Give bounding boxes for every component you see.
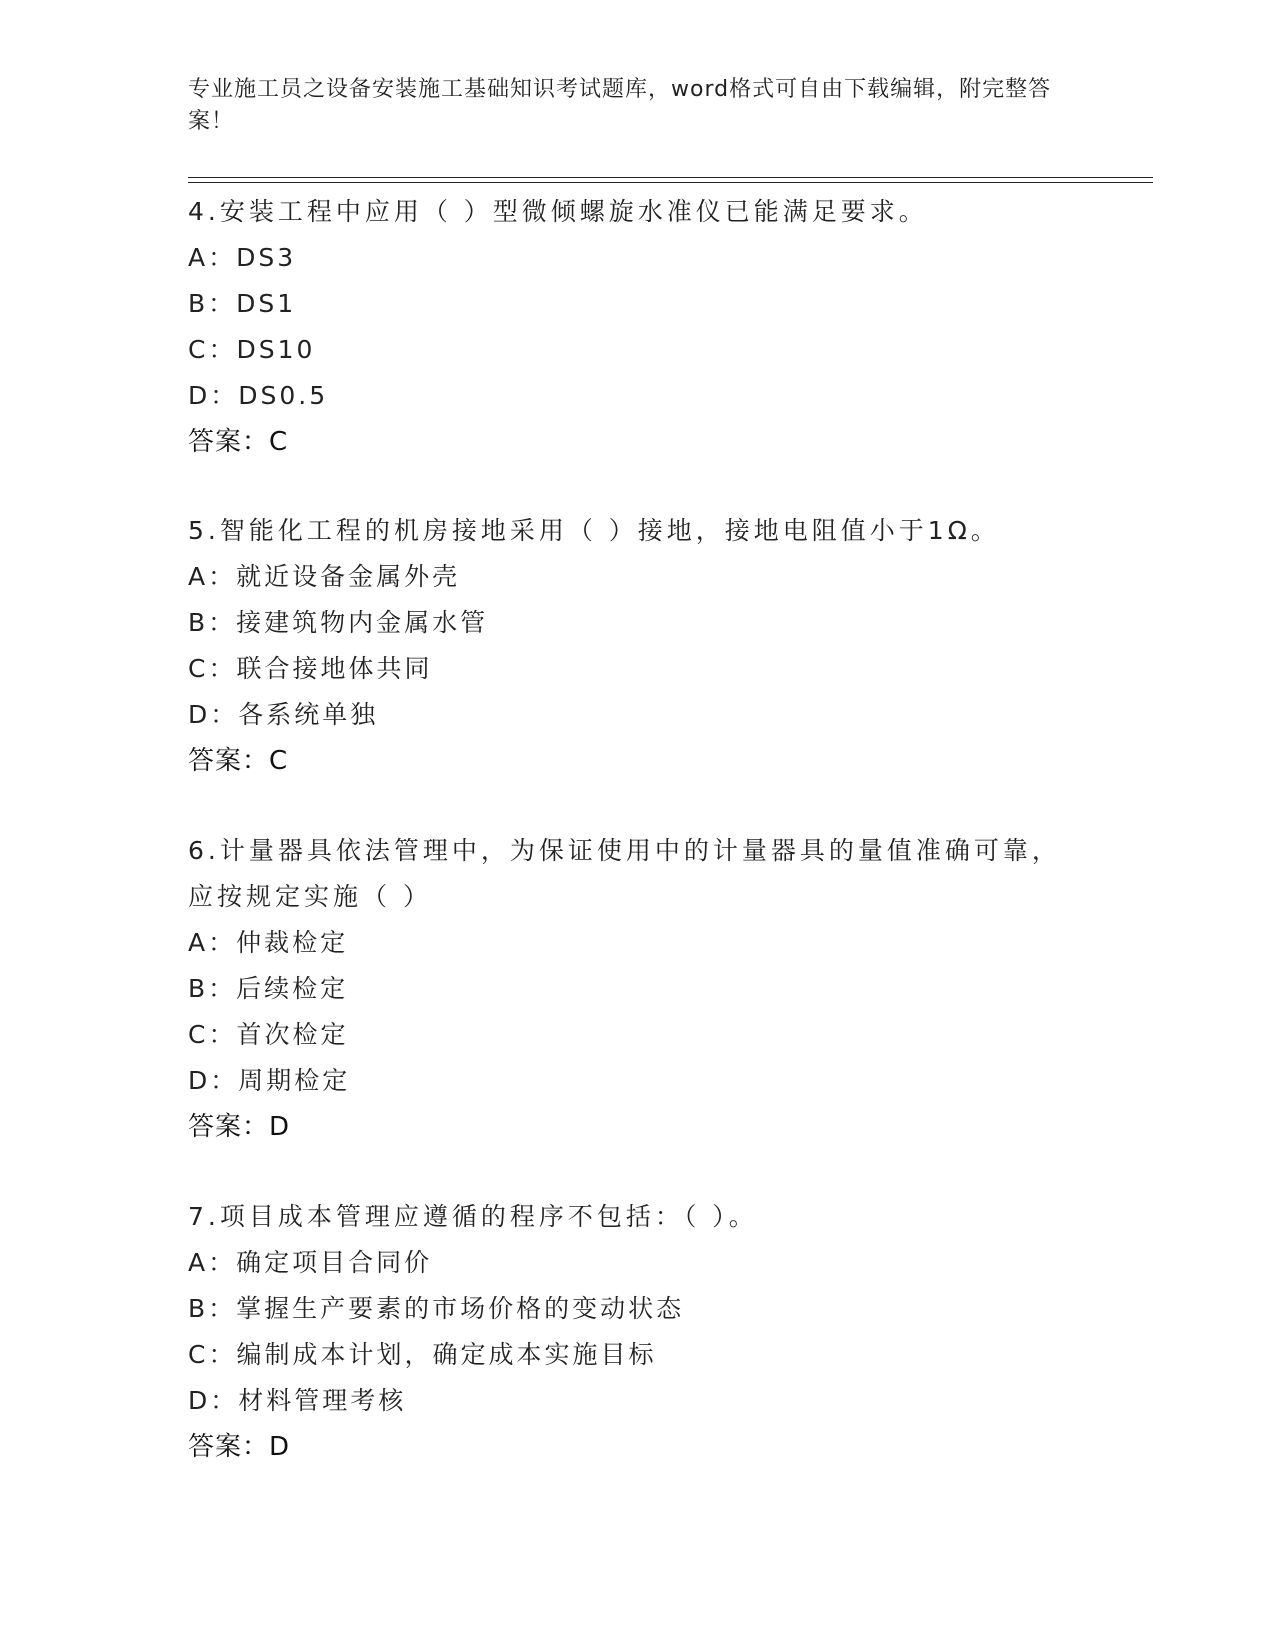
option-d: D：各系统单独	[188, 700, 379, 729]
option-a: A：就近设备金属外壳	[188, 562, 461, 591]
question-stem: 6.计量器具依法管理中，为保证使用中的计量器具的量值准确可靠，应按规定实施（ ）	[188, 836, 1061, 911]
option-a: A：DS3	[188, 243, 297, 272]
option-b: B：接建筑物内金属水管	[188, 608, 489, 637]
option-c: C：编制成本计划，确定成本实施目标	[188, 1340, 657, 1369]
option-d: D：DS0.5	[188, 381, 329, 410]
header-divider-bottom	[188, 182, 1153, 183]
option-b: B：DS1	[188, 289, 297, 318]
option-c: C：联合接地体共同	[188, 654, 433, 683]
option-a: A：确定项目合同价	[188, 1248, 433, 1277]
question-4	[188, 189, 1088, 465]
question-stem: 7.项目成本管理应遵循的程序不包括：（ ）。	[188, 1202, 758, 1231]
option-b: B：后续检定	[188, 974, 349, 1003]
option-c: C：DS10	[188, 335, 316, 364]
answer: 答案：D	[188, 1432, 291, 1462]
option-b: B：掌握生产要素的市场价格的变动状态	[188, 1294, 685, 1323]
document-intro: 专业施工员之设备安装施工基础知识考试题库，word格式可自由下载编辑，附完整答案！	[188, 77, 1052, 134]
option-d: D：周期检定	[188, 1066, 351, 1095]
option-d: D：材料管理考核	[188, 1386, 407, 1415]
question-stem: 5.智能化工程的机房接地采用（ ）接地，接地电阻值小于1Ω。	[188, 516, 1000, 545]
question-6	[188, 828, 1088, 1150]
header-divider-top	[188, 177, 1153, 178]
question-5	[188, 508, 1088, 784]
option-c: C：首次检定	[188, 1020, 349, 1049]
answer: 答案：C	[188, 746, 289, 776]
option-a: A：仲裁检定	[188, 928, 349, 957]
question-7	[188, 1194, 1088, 1470]
answer: 答案：D	[188, 1112, 291, 1142]
question-stem: 4.安装工程中应用（ ）型微倾螺旋水准仪已能满足要求。	[188, 197, 928, 226]
answer: 答案：C	[188, 427, 289, 457]
